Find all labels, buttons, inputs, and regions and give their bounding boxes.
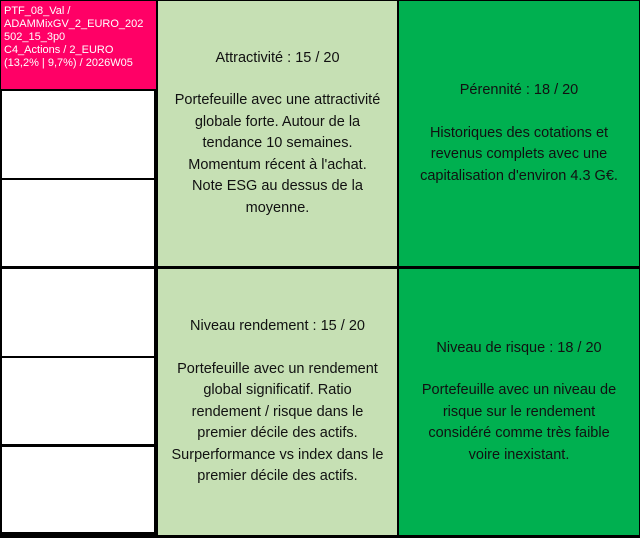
rendement-line: premier décile des actifs. xyxy=(197,425,358,442)
portfolio-title-line: (13,2% | 9,7%) / 2026W05 xyxy=(4,57,133,69)
rendement-line: Surperformance vs index dans le xyxy=(171,446,384,463)
portfolio-title-line: C4_Actions / 2_EURO xyxy=(4,44,114,56)
attractivite-line: Note ESG au dessus de la xyxy=(192,178,363,195)
rendement-line: premier décile des actifs. xyxy=(197,468,358,485)
attractivite-line: Portefeuille avec une attractivité xyxy=(174,92,381,109)
risque-line: Portefeuille avec un niveau de xyxy=(421,382,617,399)
rendement-line: Portefeuille avec un rendement xyxy=(177,360,378,377)
risque-line: risque sur le rendement xyxy=(442,403,596,420)
attractivite-line: Momentum récent à l'achat. xyxy=(188,156,367,173)
risque-line: considéré comme très faible xyxy=(428,425,610,442)
empty-cell xyxy=(2,180,154,266)
portfolio-title-cell xyxy=(1,1,156,89)
attractivite-description xyxy=(175,90,381,219)
attractivite-panel xyxy=(158,1,397,266)
attractivite-heading: Attractivité : 15 / 20 xyxy=(215,49,340,66)
portfolio-title-line: ADAMMixGV_2_EURO_202 xyxy=(4,18,144,30)
risque-line: voire inexistant. xyxy=(468,446,570,463)
rendement-panel xyxy=(158,269,397,535)
attractivite-line: globale forte. Autour de la xyxy=(194,113,361,130)
attractivite-line: moyenne. xyxy=(245,199,310,216)
perennite-line: revenus complets avec une xyxy=(430,146,608,162)
portfolio-title-line: PTF_08_Val / xyxy=(4,5,71,17)
perennite-heading: Pérennité : 18 / 20 xyxy=(459,82,579,98)
perennite-panel xyxy=(399,1,639,266)
perennite-line: Historiques des cotations et xyxy=(429,124,609,141)
portfolio-title-line: 502_15_3p0 xyxy=(4,31,66,43)
perennite-description xyxy=(420,123,618,188)
rendement-line: rendement / risque dans le xyxy=(191,403,364,420)
rendement-line: global significatif. Ratio xyxy=(203,382,352,399)
risque-description xyxy=(422,380,616,466)
empty-cell xyxy=(2,447,154,532)
perennite-line: capitalisation d'environ 4.3 G€. xyxy=(420,167,618,184)
rendement-heading: Niveau rendement : 15 / 20 xyxy=(190,318,365,335)
empty-cell xyxy=(2,269,154,356)
risque-panel xyxy=(399,269,639,535)
rendement-description xyxy=(172,359,384,488)
empty-cell xyxy=(2,358,154,444)
risque-heading: Niveau de risque : 18 / 20 xyxy=(436,339,602,356)
attractivite-line: tendance 10 semaines. xyxy=(202,135,353,152)
empty-cell xyxy=(2,91,154,178)
